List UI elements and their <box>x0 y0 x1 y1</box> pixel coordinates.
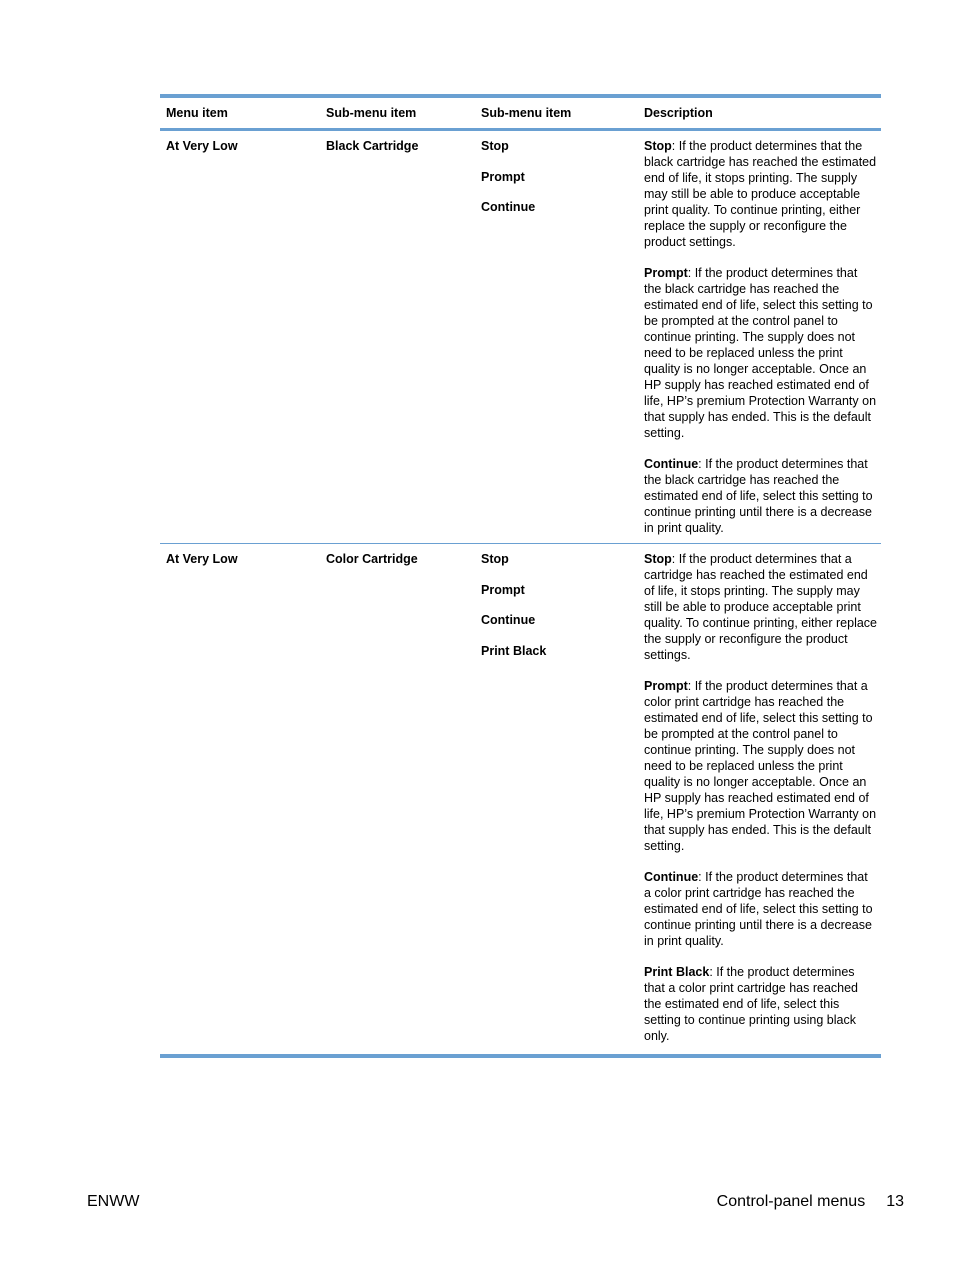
description-paragraph <box>644 869 877 949</box>
description-paragraph <box>644 456 877 536</box>
description-cell <box>638 131 881 543</box>
description-term: Print Black <box>644 965 710 979</box>
submenu-item-cell: Black Cartridge <box>326 139 419 153</box>
description-text: : If the product determines that the black cartridge has reached the estimated end of life, select this setting to be prompted at the control panel to continue printing. The supply does not need to be replaced unless the print quality is no longer acceptable. Once an HP supply has reached estimated end of life, HP’s premium Protection Warranty on that supply has ended. This is the default setting. <box>644 266 877 440</box>
description-term: Stop <box>644 139 672 153</box>
description-paragraph <box>644 964 877 1044</box>
menu-table <box>160 94 881 1058</box>
option-continue: Continue <box>481 613 536 627</box>
table-row <box>160 131 881 543</box>
option-prompt: Prompt <box>481 582 525 597</box>
header-submenu-item: Sub-menu item <box>326 106 417 120</box>
description-text: : If the product determines that the black cartridge has reached the estimated end of life, it stops printing. The supply may still be able to produce acceptable print quality. To continue printing, either replace the supply or reconfigure the product settings. <box>644 139 877 249</box>
description-cell <box>638 544 881 1051</box>
description-term: Stop <box>644 552 672 566</box>
header-description: Description <box>644 106 713 120</box>
footer-left: ENWW <box>87 1193 140 1210</box>
description-text: : If the product determines that a color print cartridge has reached the estimated end of life, select this setting to be prompted at the control panel to continue printing. The supply does not need to be replaced unless the print quality is no longer acceptable. Once an HP supply has reached estimated end of life, HP’s premium Protection Warranty on that supply has ended. This is the default setting. <box>644 679 877 853</box>
footer-section-title: Control-panel menus <box>716 1193 866 1210</box>
table-header-row <box>160 98 881 128</box>
submenu-item-cell: Color Cartridge <box>326 552 418 566</box>
header-submenu-item-2: Sub-menu item <box>481 106 572 120</box>
description-text: : If the product determines that a color print cartridge has reached the estimated end of life, select this setting to continue printing until there is a decrease in print quality. <box>644 870 873 948</box>
table-row <box>160 544 881 1051</box>
menu-item-cell: At Very Low <box>166 552 238 566</box>
description-text: : If the product determines that the black cartridge has reached the estimated end of life, select this setting to continue printing until there is a decrease in print quality. <box>644 457 873 535</box>
option-prompt: Prompt <box>481 169 525 184</box>
description-term: Continue <box>644 870 699 884</box>
description-text: : If the product determines that a color print cartridge has reached the estimated end of life, select this setting to continue printing using black only. <box>644 965 859 1043</box>
options-cell <box>475 131 638 543</box>
option-stop: Stop <box>481 139 509 153</box>
description-paragraph <box>644 265 877 441</box>
menu-item-cell: At Very Low <box>166 139 238 153</box>
description-paragraph <box>644 678 877 854</box>
page-number: 13 <box>886 1193 904 1210</box>
options-cell <box>475 544 638 1051</box>
header-menu-item: Menu item <box>166 106 228 120</box>
option-continue: Continue <box>481 200 536 214</box>
description-term: Continue <box>644 457 699 471</box>
description-term: Prompt <box>644 266 688 280</box>
description-text: : If the product determines that a cartridge has reached the estimated end of life, it stops printing. The supply may still be able to produce acceptable print quality. To continue printing, either replace the supply or reconfigure the product settings. <box>644 552 878 662</box>
description-term: Prompt <box>644 679 688 693</box>
table-bottom-rule <box>160 1054 881 1058</box>
description-paragraph <box>644 551 877 663</box>
footer-right <box>717 1192 904 1212</box>
option-stop: Stop <box>481 552 509 566</box>
option-print-black: Print Black <box>481 643 547 658</box>
description-paragraph <box>644 138 877 250</box>
